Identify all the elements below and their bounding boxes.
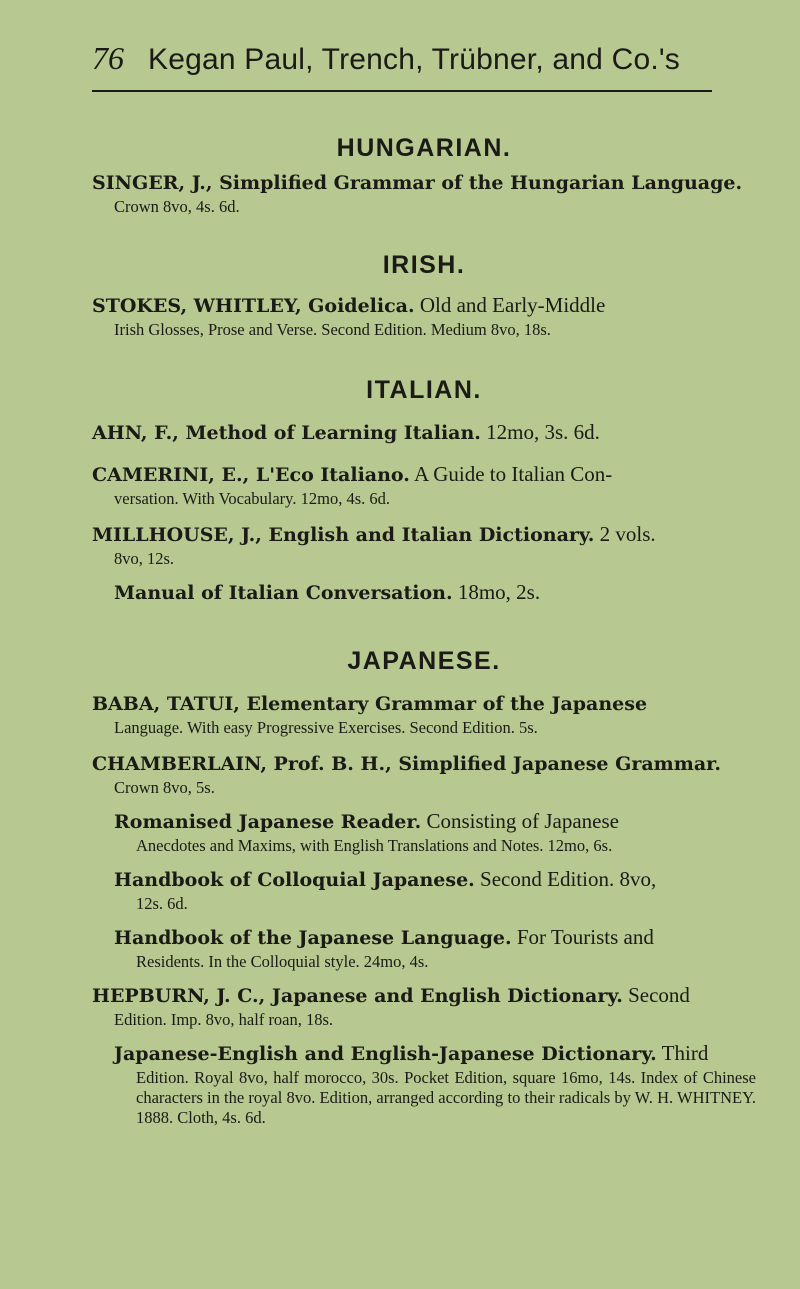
entry-description: Edition. Imp. 8vo, half roan, 18s. <box>114 1010 334 1029</box>
entry-title: Romanised Japanese Reader. <box>114 811 422 833</box>
entry-description: Language. With easy Progressive Exercises. Second Edition. 5s. <box>114 718 538 737</box>
entry-rest: Second <box>622 983 690 1007</box>
entry-hepburn <box>92 982 756 1030</box>
section-heading-italian: ITALIAN. <box>366 376 482 404</box>
section-heading-hungarian: HUNGARIAN. <box>336 134 512 162</box>
entry-handbook-language <box>92 924 756 972</box>
entry-rest: For Tourists and <box>511 925 654 949</box>
entry-title: Handbook of the Japanese Language. <box>114 927 512 949</box>
entry-description: Residents. In the Colloquial style. 24mo, 4s. <box>136 952 429 971</box>
entry-manual-italian <box>92 579 756 607</box>
entry-title: Handbook of Colloquial Japanese. <box>114 869 475 891</box>
entry-stokes <box>92 292 756 340</box>
publisher-name: Kegan Paul, Trench, Trübner, and Co.'s <box>148 43 680 76</box>
entry-japanese-english-dictionary <box>92 1040 756 1128</box>
entry-title: Manual of Italian Conversation. <box>114 582 453 604</box>
entry-description: 8vo, 12s. <box>114 549 175 568</box>
entry-singer <box>92 169 756 217</box>
entry-description: 12s. 6d. <box>136 894 188 913</box>
entry-ahn <box>92 419 756 447</box>
entry-rest: Old and Early-Middle <box>414 293 606 317</box>
page-number: 76 <box>92 40 124 76</box>
running-head <box>92 40 712 77</box>
catalogue-content <box>92 108 756 1128</box>
entry-title: MILLHOUSE, J., English and Italian Dictionary. <box>92 524 595 546</box>
entry-title: AHN, F., Method of Learning Italian. <box>92 422 481 444</box>
section-heading-japanese: JAPANESE. <box>347 647 501 675</box>
entry-description: Crown 8vo, 4s. 6d. <box>114 197 240 216</box>
header-rule <box>92 90 712 92</box>
entry-description: Crown 8vo, 5s. <box>114 778 215 797</box>
entry-description: Irish Glosses, Prose and Verse. Second Edition. Medium 8vo, 18s. <box>114 320 551 339</box>
entry-romanised-reader <box>92 808 756 856</box>
entry-title: Japanese-English and English-Japanese Dictionary. <box>114 1043 657 1065</box>
entry-rest: Consisting of Japanese <box>421 809 619 833</box>
entry-rest: Third <box>656 1041 709 1065</box>
entry-rest: 2 vols. <box>594 522 656 546</box>
entry-millhouse <box>92 521 756 569</box>
entry-title: STOKES, WHITLEY, Goidelica. <box>92 295 415 317</box>
entry-title: HEPBURN, J. C., Japanese and English Dictionary. <box>92 985 623 1007</box>
entry-rest: Second Edition. 8vo, <box>474 867 657 891</box>
entry-description: versation. With Vocabulary. 12mo, 4s. 6d. <box>114 489 390 508</box>
entry-title: CAMERINI, E., L'Eco Italiano. <box>92 464 410 486</box>
entry-title: SINGER, J., Simplified Grammar of the Hungarian Language. <box>92 172 743 194</box>
entry-title: CHAMBERLAIN, Prof. B. H., Simplified Japanese Grammar. <box>92 753 722 775</box>
entry-handbook-colloquial <box>92 866 756 914</box>
entry-rest: 18mo, 2s. <box>452 580 541 604</box>
entry-chamberlain <box>92 750 756 798</box>
entry-rest: 12mo, 3s. 6d. <box>480 420 600 444</box>
section-heading-irish: IRISH. <box>382 251 466 279</box>
entry-title: BABA, TATUI, Elementary Grammar of the Japanese <box>92 693 648 715</box>
entry-description: Anecdotes and Maxims, with English Translations and Notes. 12mo, 6s. <box>136 836 613 855</box>
entry-description: Edition. Royal 8vo, half morocco, 30s. Pocket Edition, square 16mo, 14s. Index of Chinese characters in the royal 8vo. Edition, arranged according to their radicals by W. H. WHITNEY. 1888. Cloth, 4s. 6d. <box>136 1068 756 1127</box>
entry-camerini <box>92 461 756 509</box>
entry-baba <box>92 690 756 738</box>
entry-rest: A Guide to Italian Con- <box>409 462 613 486</box>
